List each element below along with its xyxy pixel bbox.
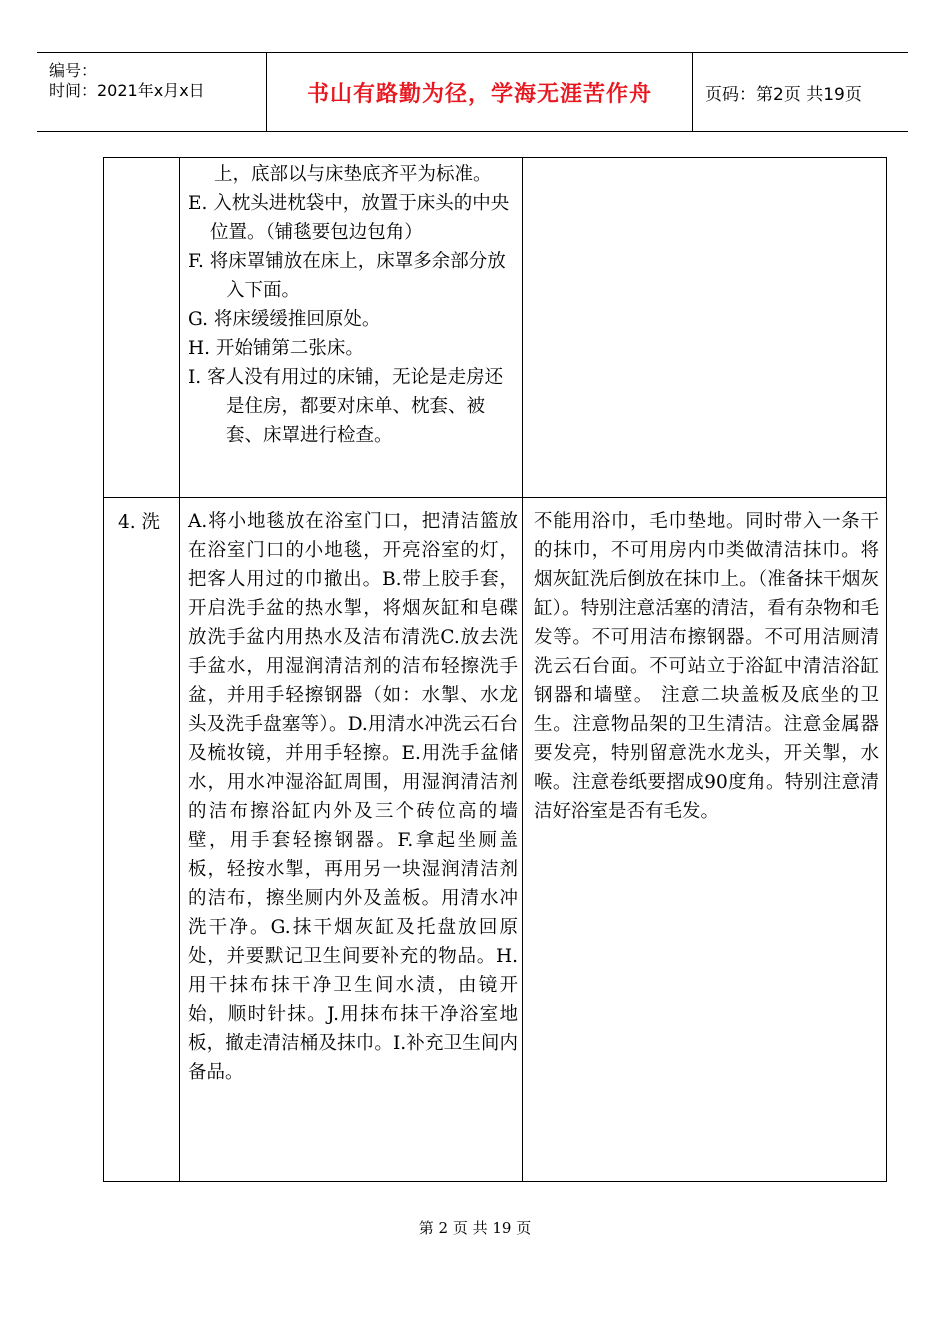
table-column-divider-1 — [179, 158, 180, 1181]
list-item: H. 开始铺第二张床。 — [188, 338, 364, 359]
header-motto: 书山有路勤为径，学海无涯苦作舟 — [306, 81, 652, 107]
page-header — [37, 52, 908, 132]
procedure-table — [103, 157, 887, 1182]
table-row-divider — [104, 497, 886, 498]
continued-step-list — [188, 160, 520, 450]
list-item: F. 将床罩铺放在床上，床罩多余部分放入下面。 — [188, 251, 506, 301]
list-item: 上，底部以与床垫底齐平为标准。 — [214, 164, 492, 185]
list-item: E. 入枕头进枕袋中，放置于床头的中央位置。（铺毯要包边包角） — [188, 193, 510, 243]
document-number-label: 编号： — [49, 61, 98, 80]
section-steps-text: A.将小地毯放在浴室门口，把清洁篮放在浴室门口的小地毯，开亮浴室的灯，把客人用过的巾撤出。B.带上胶手套，开启洗手盆的热水掣，将烟灰缸和皂碟放洗手盆内用热水及洁布清洗C.放去洗手盆水，用湿润清洁剂的洁布轻擦洗手盆，并用手轻擦钢器（如：水掣、水龙头及洗手盘塞等）。D.用清水冲洗云石台及梳妆镜，并用手轻擦。E.用洗手盆储水，用水冲湿浴缸周围，用湿润清洁剂的洁布擦浴缸内外及三个砖位高的墙壁，用手套轻擦钢器。F.拿起坐厕盖板，轻按水掣，再用另一块湿润清洁剂的洁布，擦坐厕内外及盖板。用清水冲洗干净。G.抹干烟灰缸及托盘放回原处，并要默记卫生间要补充的物品。H.用干抹布抹干净卫生间水渍，由镜开始，顺时针抹。J.用抹布抹干净浴室地板，撤走清洁桶及抹巾。I.补充卫生间内备品。 — [188, 511, 518, 1083]
document-time-label: 时间：2021年x月x日 — [49, 81, 205, 100]
header-page-info: 页码：第2页 共19页 — [705, 84, 862, 105]
section-number: 4. 洗 — [118, 512, 161, 533]
header-motto-cell — [267, 53, 693, 131]
section-notes-text: 不能用浴巾，毛巾垫地。同时带入一条干的抹巾，不可用房内巾类做清洁抹巾。将烟灰缸洗后倒放在抹巾上。（准备抹干烟灰缸）。特别注意活塞的清洁，看有杂物和毛发等。不可用洁布擦钢器。不可用洁厕清洗云石台面。不可站立于浴缸中清洁浴缸钢器和墙壁。 注意二块盖板及底坐的卫生。注意物品架的卫生清洁。注意金属器要发亮，特别留意洗水龙头，开关掣，水喉。注意卷纸要摺成90度角。特别注意清洁好浴室是否有毛发。 — [534, 511, 879, 822]
page-footer: 第 2 页 共 19 页 — [418, 1219, 532, 1237]
header-meta — [37, 53, 267, 131]
list-item: I. 客人没有用过的床铺，无论是走房还是住房，都要对床单、枕套、被套、床罩进行检查。 — [188, 367, 504, 446]
list-item: G. 将床缓缓推回原处。 — [188, 309, 381, 330]
table-column-divider-2 — [522, 158, 523, 1181]
